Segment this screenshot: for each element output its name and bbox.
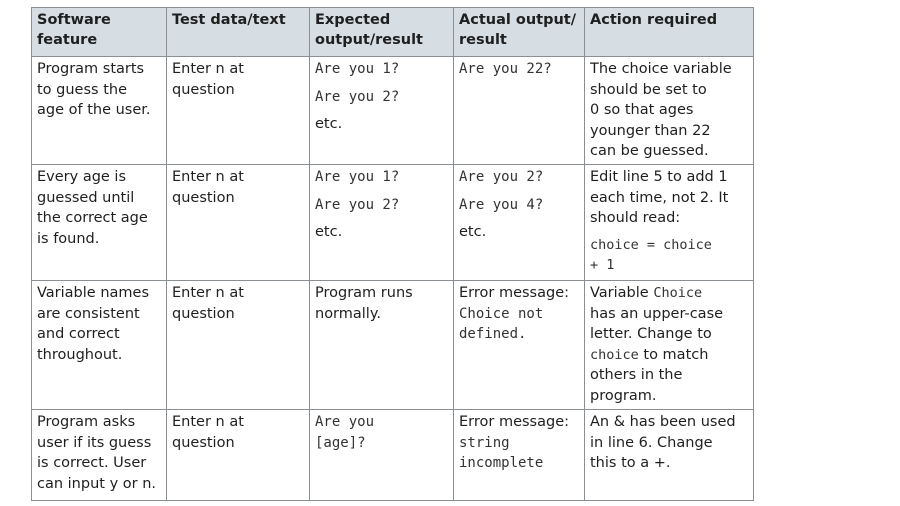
etc-text: etc. — [315, 224, 343, 240]
cell-expected — [310, 410, 454, 501]
etc-text: etc. — [315, 116, 343, 132]
cell-expected — [310, 165, 454, 281]
cell-test-data: Enter n at question — [167, 57, 310, 165]
cell-actual — [454, 410, 585, 501]
error-code: Choice not defined. — [459, 305, 544, 342]
cell-test-data: Enter n at question — [167, 281, 310, 410]
header-row — [32, 8, 754, 57]
header-expected-output: Expected output/result — [310, 8, 454, 57]
action-text: to match others in the program. — [590, 346, 709, 404]
header-test-data: Test data/text — [167, 8, 310, 57]
table-row — [32, 165, 754, 281]
action-text: has an upper-case letter. Change to — [590, 305, 724, 342]
error-prefix: Error message: — [459, 285, 570, 301]
code-line: Are you 4? — [459, 196, 544, 213]
cell-feature: Every age is guessed until the correct age is found. — [32, 165, 167, 281]
cell-expected — [310, 57, 454, 165]
header-software-feature: Software feature — [32, 8, 167, 57]
cell-test-data: Enter n at question — [167, 165, 310, 281]
cell-expected: Program runs normally. — [310, 281, 454, 410]
code-line: Are you 2? — [315, 88, 400, 105]
cell-action: The choice variable should be set to 0 so that ages younger than 22 can be guessed. — [585, 57, 754, 165]
cell-feature: Program asks user if its guess is correct. User can input y or n. — [32, 410, 167, 501]
action-inline-code: Choice — [653, 285, 703, 301]
cell-feature: Program starts to guess the age of the user. — [32, 57, 167, 165]
action-text: Variable — [590, 285, 654, 301]
cell-action — [585, 281, 754, 410]
cell-actual — [454, 57, 585, 165]
action-code: choice = choice + 1 — [590, 236, 712, 273]
etc-text: etc. — [459, 224, 487, 240]
header-actual-output: Actual output/ result — [454, 8, 585, 57]
code-line: Are you 1? — [315, 169, 400, 185]
cell-action: An & has been used in line 6. Change this to a +. — [585, 410, 754, 501]
cell-actual — [454, 165, 585, 281]
testing-table-container — [31, 7, 753, 497]
cell-feature: Variable names are consistent and correct throughout. — [32, 281, 167, 410]
cell-test-data: Enter n at question — [167, 410, 310, 501]
table-row — [32, 57, 754, 165]
action-inline-code: choice — [590, 346, 639, 363]
action-text: Edit line 5 to add 1 each time, not 2. It should read: — [590, 169, 729, 226]
testing-table — [31, 7, 754, 501]
header-action-required: Action required — [585, 8, 754, 57]
code-line: Are you 1? — [315, 61, 400, 77]
cell-actual — [454, 281, 585, 410]
code-line: Are you 22? — [459, 61, 552, 77]
table-row — [32, 410, 754, 501]
code-line: Are you 2? — [459, 169, 544, 185]
cell-action — [585, 165, 754, 281]
table-row — [32, 281, 754, 410]
code-line: Are you [age]? — [315, 414, 375, 451]
code-line: Are you 2? — [315, 196, 400, 213]
error-code: string incomplete — [459, 434, 544, 471]
error-prefix: Error message: — [459, 414, 570, 430]
